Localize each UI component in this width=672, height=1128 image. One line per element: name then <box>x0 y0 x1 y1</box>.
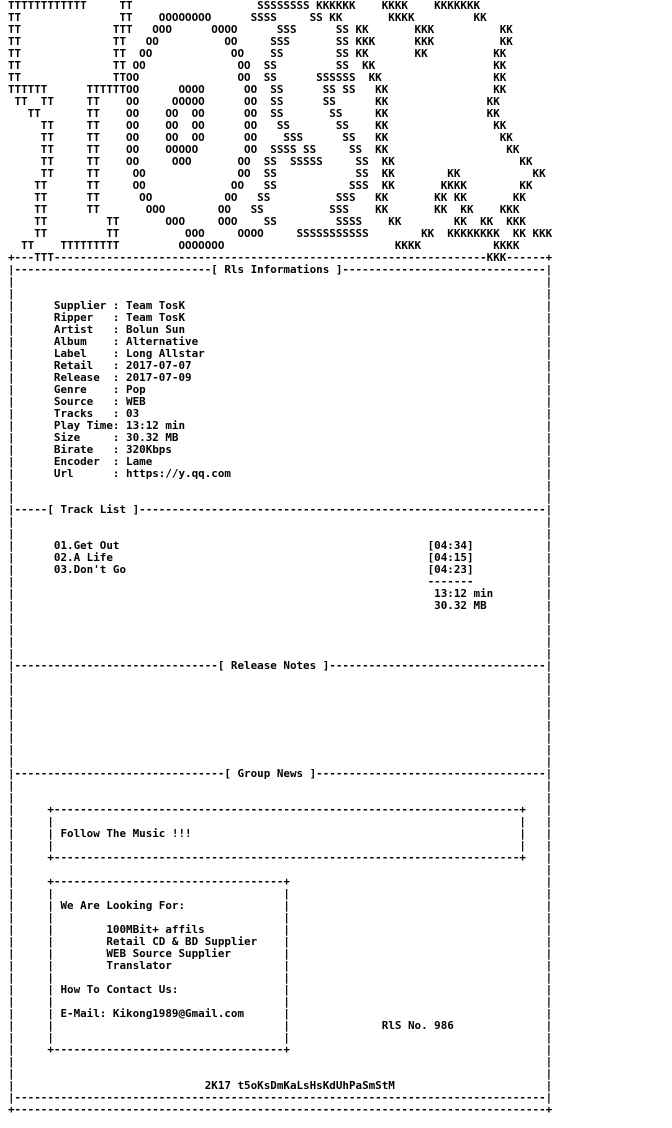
nfo-line: TT TT OO OO OO OO SSS SS KK KK <box>8 131 513 144</box>
nfo-line: TTTTTT TTTTTTOO OOOO OO SS SS SS KK KK <box>8 83 507 96</box>
nfo-line: | | How To Contact Us: | | <box>8 983 553 996</box>
nfo-line: |-------------------------------[ Release Notes ]---------------------------------| <box>8 659 553 672</box>
nfo-line: | | <box>8 707 553 720</box>
nfo-line: TTTTTTTTTTTT TT SSSSSSSS KKKKKK KKKK KKKKKKK <box>8 0 481 12</box>
nfo-line: | | <box>8 623 553 636</box>
nfo-line: | +-----------------------------------------------------------------------+ | <box>8 803 553 816</box>
nfo-line: | | <box>8 647 553 660</box>
nfo-line: TT TTT OOO OOOO SSS SS KK KKK KK <box>8 23 513 36</box>
nfo-line: TT TT OO OO SSS SS KKK KKK KK <box>8 35 513 48</box>
nfo-line: | | <box>8 635 553 648</box>
nfo-line: | Birate : 320Kbps | <box>8 443 553 456</box>
nfo-line: TT TT OO OO OO OO SS SS KK KK <box>8 119 507 132</box>
nfo-line: | Label : Long Allstar | <box>8 347 553 360</box>
nfo-line: | | | | <box>8 1031 553 1044</box>
nfo-line: | | <box>8 791 553 804</box>
nfo-line: | | <box>8 731 553 744</box>
nfo-line: TT TT OO OO SS SS KK KK <box>8 59 507 72</box>
nfo-line: | +-----------------------------------+ | <box>8 875 553 888</box>
nfo-line: | | | | <box>8 887 553 900</box>
nfo-line: | 02.A Life [04:15] | <box>8 551 553 564</box>
nfo-line: | | | | <box>8 971 553 984</box>
nfo-line: | Release : 2017-07-09 | <box>8 371 553 384</box>
nfo-line: TT TT OO OO SS SS KK KK KK <box>8 47 507 60</box>
nfo-line: TT TTOO OO SS SSSSSS KK KK <box>8 71 507 84</box>
nfo-line: +---------------------------------------------------------------------------------+ <box>8 1103 553 1116</box>
nfo-line: | | <box>8 1055 553 1068</box>
nfo-line: | Album : Alternative | <box>8 335 553 348</box>
nfo-line: | +-----------------------------------------------------------------------+ | <box>8 851 553 864</box>
nfo-line: TT TT OO OO SS SSS KK KK KK KK <box>8 191 526 204</box>
nfo-line: | | We Are Looking For: | | <box>8 899 553 912</box>
nfo-line: | | <box>8 671 553 684</box>
nfo-line: TT TT OOO OO SS SSS KK KK KK KKK <box>8 203 520 216</box>
nfo-line: TT TT OOO OOO SS SSSS KK KK KK KKK <box>8 215 526 228</box>
nfo-line: | Size : 30.32 MB | <box>8 431 553 444</box>
nfo-line: |---------------------------------------------------------------------------------| <box>8 1091 553 1104</box>
nfo-line: | | <box>8 683 553 696</box>
nfo-line: | Play Time: 13:12 min | <box>8 419 553 432</box>
nfo-line: | | | RlS No. 986 | <box>8 1019 553 1032</box>
nfo-line: | | WEB Source Supplier | | <box>8 947 553 960</box>
nfo-line: | | <box>8 515 553 528</box>
nfo-line: | | <box>8 695 553 708</box>
nfo-line: | Encoder : Lame | <box>8 455 553 468</box>
nfo-line: | Artist : Bolun Sun | <box>8 323 553 336</box>
nfo-line: | | <box>8 527 553 540</box>
nfo-line: | 13:12 min | <box>8 587 553 600</box>
nfo-line: TT TT TT OO OOOOO OO SS SS KK KK <box>8 95 500 108</box>
nfo-line: | | <box>8 275 553 288</box>
nfo-line: | | | | <box>8 995 553 1008</box>
nfo-line: TT TT OO OOO OO SS SSSSS SS KK KK <box>8 155 533 168</box>
nfo-line: TT TT OO OO SS SS KK KK KK <box>8 167 546 180</box>
nfo-line: | Ripper : Team TosK | <box>8 311 553 324</box>
nfo-line: | | | | <box>8 839 553 852</box>
nfo-line: | | <box>8 491 553 504</box>
nfo-line: TT TT OO OO OO OO SS SS KK KK <box>8 107 500 120</box>
nfo-line: | 01.Get Out [04:34] | <box>8 539 553 552</box>
nfo-line: | | 100MBit+ affils | | <box>8 923 553 936</box>
nfo-line: TT TT OO OOOOO OO SSSS SS SS KK KK <box>8 143 520 156</box>
nfo-line: +---TTT------------------------------------------------------------------KKK------+ <box>8 251 553 264</box>
nfo-line: | 30.32 MB | <box>8 599 553 612</box>
nfo-line: | | | | <box>8 815 553 828</box>
nfo-line: | Retail : 2017-07-07 | <box>8 359 553 372</box>
nfo-line: | 2K17 t5oKsDmKaLsHsKdUhPaSmStM | <box>8 1079 553 1092</box>
nfo-line: | | <box>8 287 553 300</box>
nfo-line: |------------------------------[ Rls Informations ]-------------------------------| <box>8 263 553 276</box>
nfo-line: | Supplier : Team TosK | <box>8 299 553 312</box>
nfo-line: | | <box>8 863 553 876</box>
nfo-line: | +-----------------------------------+ | <box>8 1043 553 1056</box>
nfo-line: | Tracks : 03 | <box>8 407 553 420</box>
nfo-line: | | | | <box>8 911 553 924</box>
nfo-line: | | <box>8 479 553 492</box>
nfo-line: | | Retail CD & BD Supplier | | <box>8 935 553 948</box>
nfo-line: | ------- | <box>8 575 553 588</box>
nfo-line: | | E-Mail: Kikong1989@Gmail.com | | <box>8 1007 553 1020</box>
nfo-line: TT TT OOO OOOO SSSSSSSSSSS KK KKKKKKKK KK KKK <box>8 227 553 240</box>
nfo-line: | Source : WEB | <box>8 395 553 408</box>
nfo-line: | 03.Don't Go [04:23] | <box>8 563 553 576</box>
nfo-line: | | Follow The Music !!! | | <box>8 827 553 840</box>
nfo-line: | | <box>8 1067 553 1080</box>
nfo-line: | Url : https://y.qq.com | <box>8 467 553 480</box>
nfo-line: | | Translator | | <box>8 959 553 972</box>
nfo-line: | | <box>8 779 553 792</box>
nfo-line: | | <box>8 743 553 756</box>
nfo-line: | | <box>8 611 553 624</box>
nfo-line: |--------------------------------[ Group News ]-----------------------------------| <box>8 767 553 780</box>
nfo-line: | | <box>8 719 553 732</box>
nfo-line: |-----[ Track List ]--------------------------------------------------------------| <box>8 503 553 516</box>
nfo-line: | Genre : Pop | <box>8 383 553 396</box>
nfo-line: TT TTTTTTTTT OOOOOOO KKKK KKKK <box>8 239 520 252</box>
nfo-line: | | <box>8 755 553 768</box>
nfo-line: TT TT OOOOOOOO SSSS SS KK KKKK KK <box>8 11 487 24</box>
nfo-line: TT TT OO OO SS SSS KK KKKK KK <box>8 179 533 192</box>
